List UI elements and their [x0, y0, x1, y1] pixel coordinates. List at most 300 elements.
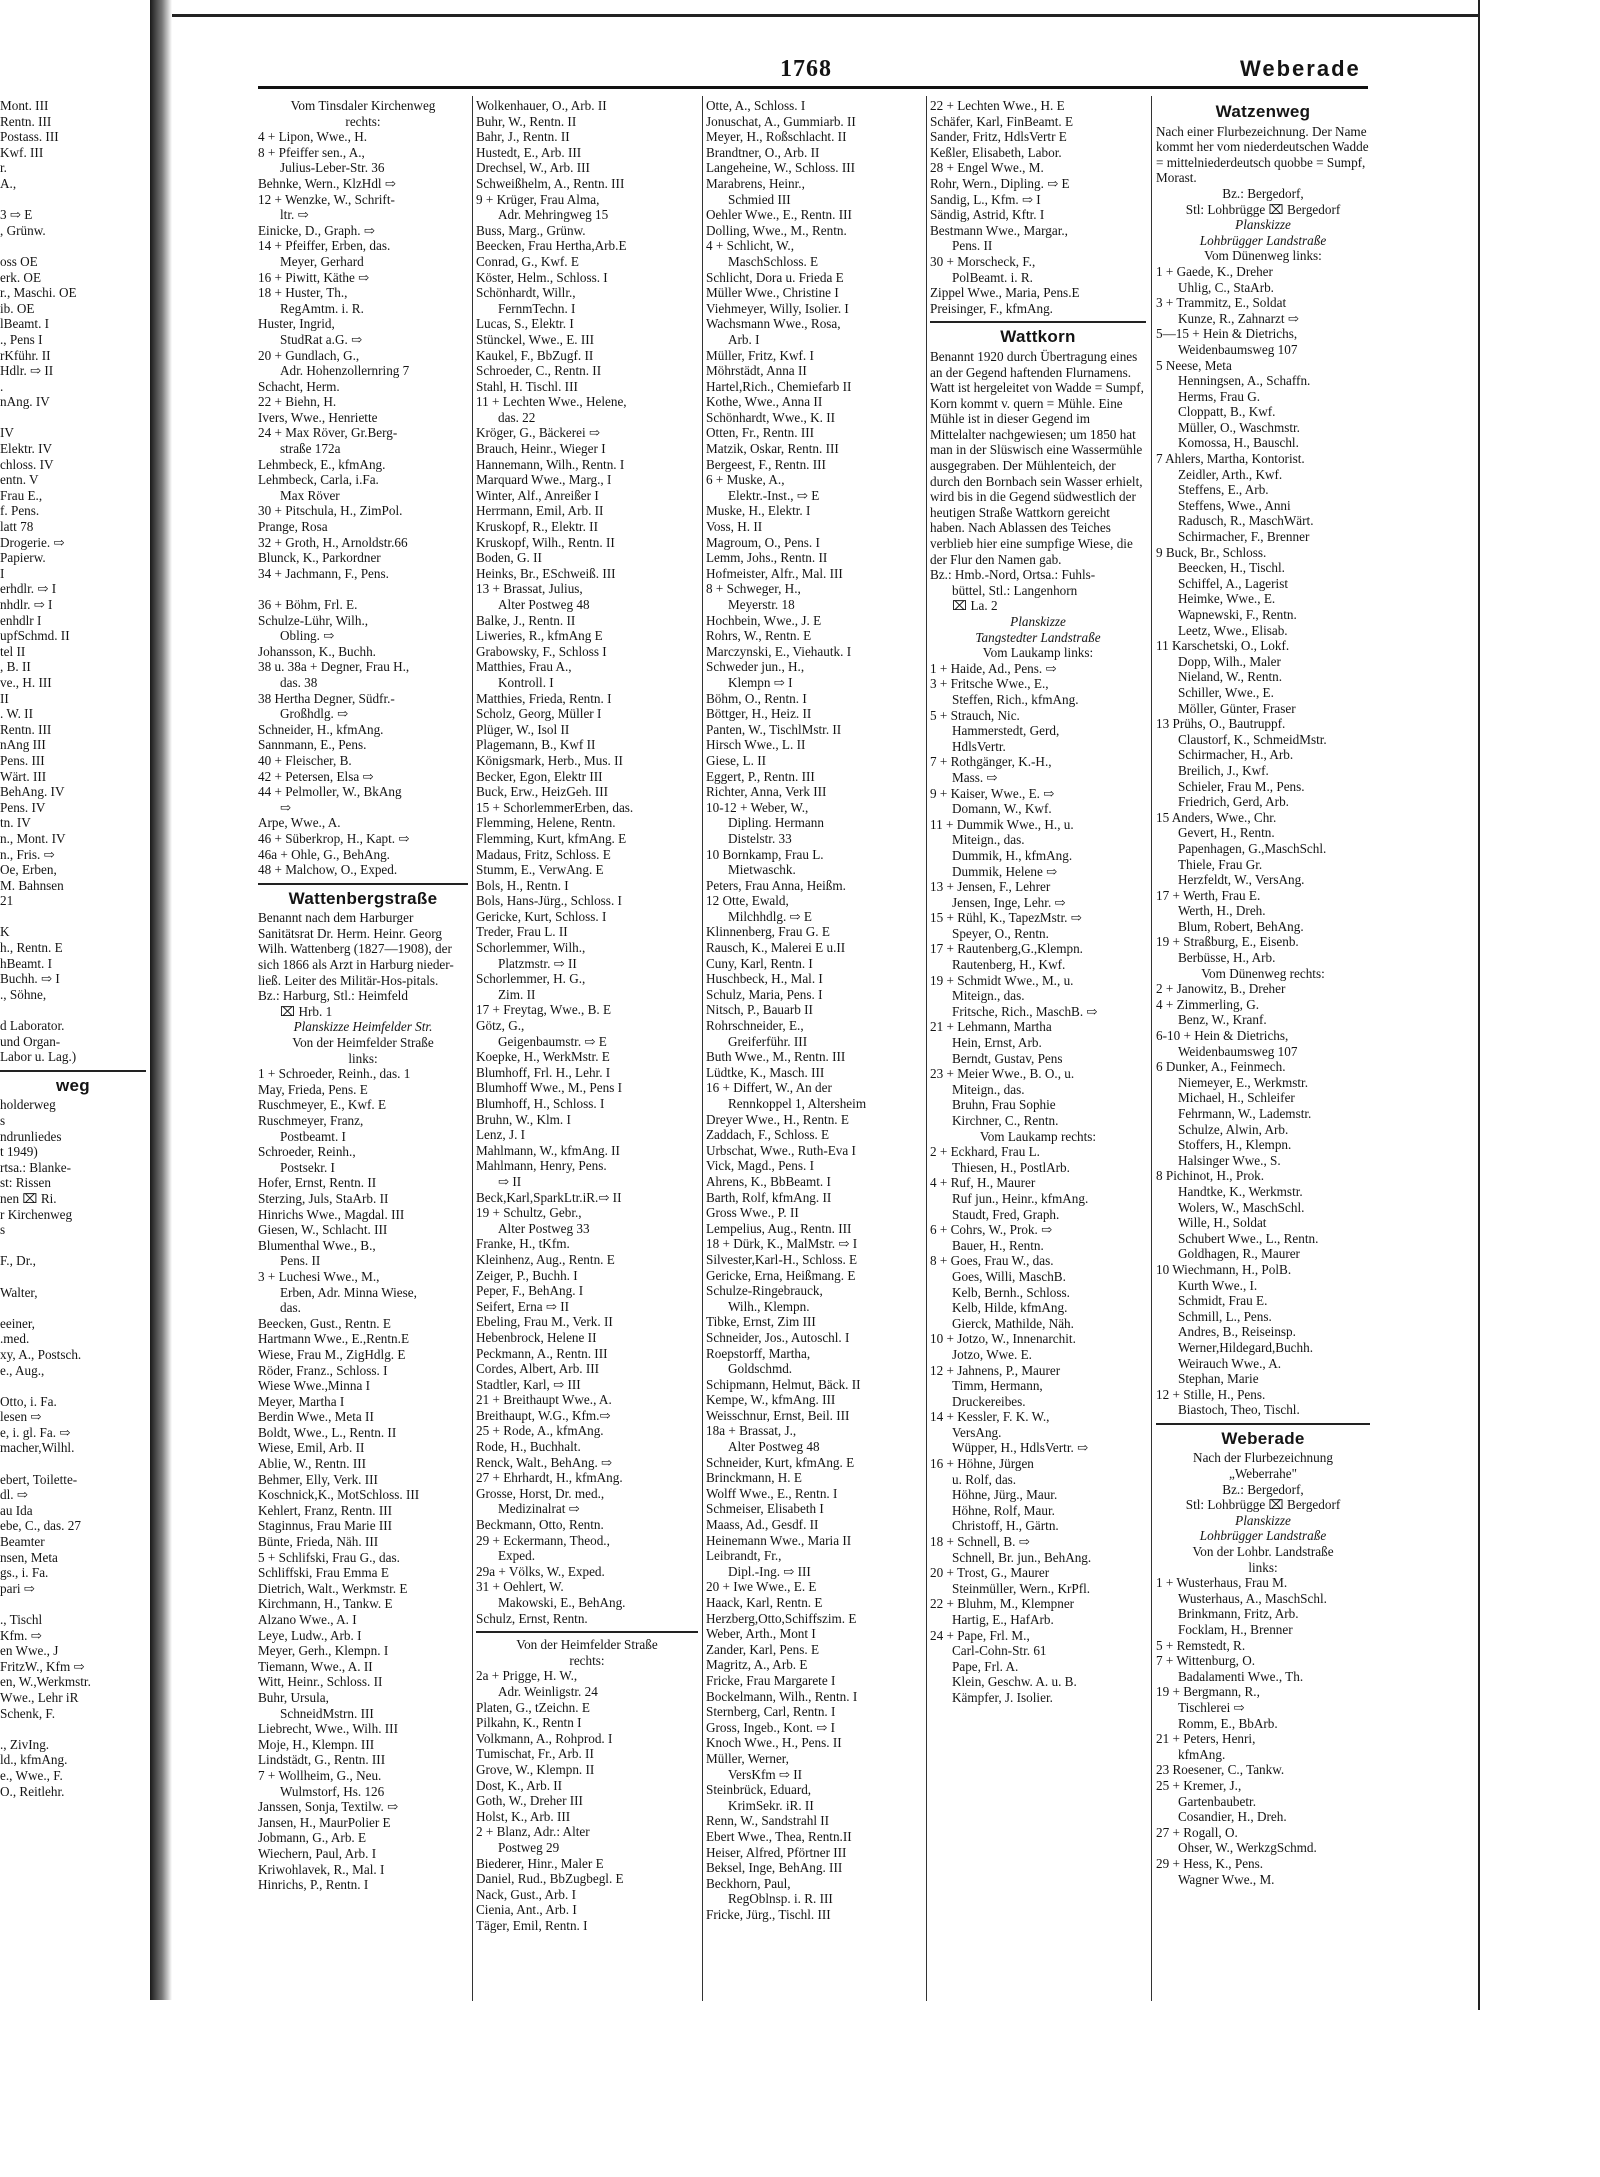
entry-continuation: ⇨: [280, 799, 292, 815]
entry-line: Drechsel, W., Arb. III: [476, 160, 590, 176]
entry-line: 20 + Iwe Wwe., E. E: [706, 1579, 817, 1595]
entry-continuation: Adr. Weinligstr. 24: [498, 1683, 598, 1699]
entry-continuation: Hein, Ernst, Arb.: [952, 1035, 1042, 1051]
entry-line: [258, 581, 468, 597]
entry-continuation: Miteign., das.: [952, 832, 1025, 848]
entry-line: st: Rissen: [0, 1175, 51, 1191]
direction-note: Von der Heimfelder Straße: [516, 1637, 658, 1653]
entry-line: Einicke, D., Graph. ⇨: [258, 222, 375, 238]
entry-line: Beckmann, Otto, Rentn.: [476, 1517, 604, 1533]
entry-continuation: Kurth Wwe., I.: [1178, 1277, 1258, 1293]
entry-line: Arpe, Wwe., A.: [258, 815, 341, 831]
entry-continuation: u. Rolf, das.: [952, 1471, 1017, 1487]
entry-continuation: Höhne, Jürg., Maur.: [952, 1487, 1058, 1503]
street-heading: Wattenbergstraße: [288, 888, 438, 908]
entry-continuation: Großhdlg. ⇨: [280, 706, 349, 722]
entry-continuation: RegOblnsp. i. R. III: [728, 1891, 833, 1907]
entry-line: en Wwe., J: [0, 1643, 59, 1659]
entry-continuation: Beecken, H., Tischl.: [1178, 560, 1285, 576]
entry-line: 31 + Oehlert, W.: [476, 1579, 564, 1595]
entry-continuation: Wolers, W., MaschSchl.: [1178, 1199, 1305, 1215]
entry-line: Blunck, K., Parkordner: [258, 550, 381, 566]
entry-line: [0, 1456, 146, 1472]
entry-line: Schorlemmer, H. G.,: [476, 971, 586, 987]
entry-line: Beksel, Inge, BehAng. III: [706, 1860, 843, 1876]
entry-line: Peckmann, A., Rentn. III: [476, 1345, 608, 1361]
entry-line: Platen, G., tZeichn. E: [476, 1699, 590, 1715]
entry-line: Marquard Wwe., Marg., I: [476, 472, 612, 488]
entry-line: Holst, K., Arb. III: [476, 1808, 571, 1824]
entry-line: Wiese, Frau M., ZigHdlg. E: [258, 1346, 406, 1362]
entry-line: 5 + Schlifski, Frau G., das.: [258, 1549, 400, 1565]
entry-line: 10 Wiechmann, H., PolB.: [1156, 1261, 1292, 1277]
entry-line: Cordes, Albert, Arb. III: [476, 1361, 600, 1377]
entry-line: 19 + Schultz, Gebr.,: [476, 1205, 582, 1221]
entry-line: Rode, H., Buchhalt.: [476, 1439, 581, 1455]
entry-continuation: Ohser, W., WerkzgSchmd.: [1178, 1840, 1317, 1856]
entry-line: Meyer, Martha I: [258, 1393, 345, 1409]
entry-line: 6 + Cohrs, W., Prok. ⇨: [930, 1222, 1053, 1238]
entry-line: Ruschmeyer, Franz,: [258, 1113, 364, 1128]
entry-line: 9 + Kaiser, Wwe., E. ⇨: [930, 785, 1055, 801]
entry-line: 7 + Wittenburg, O.: [1156, 1653, 1256, 1669]
entry-continuation: Exped.: [498, 1548, 535, 1564]
entry-continuation: MaschSchloss. E: [728, 253, 819, 269]
entry-continuation: Focklam, H., Brenner: [1178, 1622, 1293, 1637]
entry-continuation: FernmTechn. I: [498, 300, 576, 316]
map-reference: Lohbrügger Landstraße: [1199, 1528, 1327, 1544]
entry-line: 10 Bornkamp, Frau L.: [706, 846, 824, 862]
entry-line: 2 + Janowitz, B., Dreher: [1156, 981, 1286, 997]
book-gutter-shadow: [150, 0, 172, 2000]
entry-line: Möhrstädt, Anna II: [706, 363, 807, 379]
entry-line: 38 Hertha Degner, Südfr.-: [258, 690, 395, 706]
column-3: [706, 98, 922, 1922]
entry-line: 21 + Peters, Henri,: [1156, 1731, 1256, 1747]
entry-line: Lempelius, Aug., Rentn. III: [706, 1220, 852, 1236]
entry-line: Pens. III: [0, 752, 45, 768]
entry-continuation: Mass. ⇨: [952, 769, 998, 785]
entry-continuation: Kelb, Bernh., Schloss.: [952, 1284, 1070, 1300]
entry-line: pari ⇨: [0, 1580, 35, 1596]
entry-line: Beecken, Frau Hertha,Arb.E: [476, 238, 627, 254]
entry-line: Blumenthal Wwe., B.,: [258, 1237, 376, 1253]
entry-line: Ahrens, K., BbBeamt. I: [706, 1173, 831, 1189]
entry-line: Hartmann Wwe., E.,Rentn.E: [258, 1331, 410, 1347]
direction-note: Stl: Lohbrügge ⌧ Bergedorf: [1185, 201, 1341, 217]
entry-line: Marczynski, E., Viehautk. I: [706, 643, 852, 659]
entry-line: Meyer, Gerh., Klempn. I: [258, 1643, 389, 1659]
entry-continuation: Dipling. Hermann: [728, 815, 824, 831]
entry-line: 18 + Schnell, B. ⇨: [930, 1534, 1030, 1550]
entry-continuation: Schmied III: [728, 191, 791, 207]
entry-line: Renck, Walt., BehAng. ⇨: [476, 1454, 613, 1470]
entry-line: entn. V: [0, 472, 39, 488]
direction-note: Nach der Flurbezeichnung: [1193, 1450, 1333, 1466]
entry-line: 5 + Remstedt, R.: [1156, 1637, 1246, 1653]
entry-line: rKführ. II: [0, 347, 51, 363]
entry-line: 46a + Ohle, G., BehAng.: [258, 846, 390, 862]
entry-line: Herrmann, Emil, Arb. II: [476, 503, 604, 519]
entry-line: Buhr, Ursula,: [258, 1689, 329, 1705]
entry-line: Kleinhenz, Aug., Rentn. E: [476, 1251, 615, 1267]
entry-line: tn. IV: [0, 815, 31, 831]
entry-line: 20 + Gundlach, G.,: [258, 347, 360, 363]
entry-continuation: Zeidler, Arth., Kwf.: [1178, 466, 1283, 482]
entry-line: 16 + Differt, W., An der: [706, 1080, 832, 1096]
entry-continuation: Uhlig, C., StaArb.: [1178, 279, 1274, 295]
entry-continuation: Druckereibes.: [952, 1393, 1026, 1409]
entry-continuation: kfmAng.: [1178, 1746, 1226, 1762]
entry-line: Beecken, Gust., Rentn. E: [258, 1315, 391, 1331]
entry-line: Sander, Fritz, HdlsVertr E: [930, 129, 1067, 145]
entry-continuation: Benz, W., Kranf.: [1178, 1012, 1267, 1028]
entry-line: e., Aug.,: [0, 1362, 45, 1378]
entry-line: 8 Pichinot, H., Prok.: [1156, 1168, 1265, 1184]
entry-line: Wachsmann Wwe., Rosa,: [706, 316, 841, 332]
entry-continuation: Goldschmd.: [728, 1361, 793, 1377]
entry-line: Pens. IV: [0, 799, 46, 815]
entry-continuation: Leetz, Wwe., Elisab.: [1178, 622, 1288, 638]
entry-continuation: Fehrmann, W., Lademstr.: [1178, 1106, 1312, 1121]
entry-line: r Kirchenweg: [0, 1206, 73, 1222]
entry-line: Müller Wwe., Christine I: [706, 285, 839, 301]
entry-continuation: Komossa, H., Bauschl.: [1178, 435, 1299, 451]
entry-continuation: Heimke, Wwe., E.: [1178, 591, 1276, 607]
entry-line: e., Wwe., F.: [0, 1767, 63, 1783]
direction-note: „Weberrahe": [1228, 1466, 1297, 1482]
entry-line: Wiechern, Paul, Arb. I: [258, 1845, 377, 1861]
entry-continuation: Miteign., das.: [952, 1081, 1025, 1097]
section-rule: [1156, 1423, 1370, 1425]
entry-line: 25 + Kremer, J.,: [1156, 1777, 1242, 1793]
entry-line: Kempe, W., kfmAng. III: [706, 1392, 836, 1408]
direction-note: Stl: Lohbrügge ⌧ Bergedorf: [1185, 1497, 1341, 1513]
direction-note: links:: [1248, 1559, 1278, 1575]
entry-line: 22 + Biehn, H.: [258, 394, 337, 410]
map-reference: Planskizze Heimfelder Str.: [293, 1019, 433, 1035]
entry-continuation: Breilich, J., Kwf.: [1178, 762, 1269, 778]
entry-line: Jansen, H., MaurPolier E: [258, 1814, 391, 1830]
entry-line: [0, 410, 146, 426]
entry-line: Fricke, Frau Margarete I: [706, 1672, 836, 1688]
entry-continuation: Kelb, Hilde, kfmAng.: [952, 1300, 1068, 1316]
map-reference: Tangstedter Landstraße: [975, 629, 1101, 645]
entry-line: 38 u. 38a + Degner, Frau H.,: [258, 659, 410, 675]
entry-continuation: Christoff, H., Gärtn.: [952, 1518, 1059, 1534]
entry-line: eeiner,: [0, 1315, 35, 1331]
entry-line: Eggert, P., Rentn. III: [706, 768, 815, 784]
entry-continuation: das.: [280, 1300, 301, 1316]
entry-line: 1 + Haide, Ad., Pens. ⇨: [930, 660, 1057, 676]
entry-line: ., Söhne,: [0, 986, 47, 1002]
entry-line: A.,: [0, 175, 17, 191]
entry-line: Lehmbeck, Carla, i.Fa.: [258, 472, 379, 488]
entry-line: Kwf. III: [0, 144, 44, 160]
entry-line: Schäfer, Karl, FinBeamt. E: [930, 113, 1074, 129]
entry-line: Kaukel, F., BbZugf. II: [476, 347, 594, 363]
entry-line: Koepke, H., WerkMstr. E: [476, 1049, 610, 1065]
entry-line: ebert, Toilette-: [0, 1471, 78, 1487]
entry-line: Kfm. ⇨: [0, 1627, 42, 1643]
entry-line: Plagemann, B., Kwf II: [476, 737, 596, 753]
entry-line: Schneider, H., kfmAng.: [258, 721, 384, 737]
entry-continuation: Andres, B., Reiseinsp.: [1178, 1324, 1296, 1340]
entry-line: Kriwohlavek, R., Mal. I: [258, 1861, 385, 1877]
entry-line: 36 + Böhm, Frl. E.: [258, 597, 358, 612]
entry-continuation: Radusch, R., MaschWärt.: [1178, 513, 1314, 529]
entry-continuation: Pens. II: [280, 1253, 321, 1269]
entry-line: 2 + Blanz, Adr.: Alter: [476, 1824, 590, 1840]
entry-line: [0, 238, 146, 254]
entry-line: 15 + SchorlemmerErben, das.: [476, 799, 634, 815]
entry-continuation: RegAmtm. i. R.: [280, 300, 364, 316]
entry-line: 24 + Pape, Frl. M.,: [930, 1627, 1030, 1643]
entry-line: Huschbeck, H., Mal. I: [706, 971, 823, 987]
direction-note: Von der Heimfelder Straße: [292, 1035, 434, 1051]
entry-line: Wolff Wwe., E., Rentn. I: [706, 1485, 838, 1501]
entry-continuation: Dummik, Helene ⇨: [952, 863, 1058, 879]
entry-line: Stahl, H. Tischl. III: [476, 378, 578, 394]
entry-line: 22 + Lechten Wwe., H. E: [930, 98, 1065, 113]
entry-line: chloss. IV: [0, 456, 54, 472]
entry-continuation: Kämpfer, J. Isolier.: [952, 1689, 1053, 1705]
entry-line: lesen ⇨: [0, 1409, 42, 1425]
entry-continuation: Milchhdlg. ⇨ E: [728, 908, 812, 924]
entry-line: 21: [0, 893, 14, 909]
entry-continuation: Thiesen, H., PostlArb.: [952, 1159, 1070, 1175]
column-1: [258, 98, 468, 1893]
entry-continuation: Berbüsse, H., Arb.: [1178, 950, 1276, 966]
entry-line: 22 + Bluhm, M., Klempner: [930, 1596, 1075, 1612]
entry-line: Beckhorn, Paul,: [706, 1875, 791, 1891]
entry-line: Heiser, Alfred, Pförtner III: [706, 1844, 847, 1860]
entry-line: ld., kfmAng.: [0, 1752, 68, 1768]
entry-line: Wiese, Emil, Arb. II: [258, 1440, 365, 1456]
entry-continuation: Tischlerei ⇨: [1178, 1699, 1245, 1715]
entry-continuation: Meyerstr. 18: [728, 597, 795, 612]
entry-line: 46 + Süberkrop, H., Kapt. ⇨: [258, 830, 410, 846]
entry-line: s: [0, 1113, 6, 1128]
entry-line: Maass, Ad., Gesdf. II: [706, 1517, 819, 1533]
entry-line: Kröger, G., Bäckerei ⇨: [476, 425, 601, 441]
entry-line: , Grünw.: [0, 222, 46, 238]
entry-continuation: Julius-Leber-Str. 36: [280, 160, 385, 176]
entry-line: Oehler Wwe., E., Rentn. III: [706, 207, 852, 223]
entry-continuation: Cosandier, H., Dreh.: [1178, 1809, 1287, 1825]
entry-line: Sändig, Astrid, Kftr. I: [930, 207, 1045, 223]
direction-note: rechts:: [569, 1652, 605, 1668]
entry-line: Schlicht, Dora u. Frieda E: [706, 269, 844, 285]
entry-line: 5 Neese, Meta: [1156, 357, 1232, 373]
entry-continuation: Alter Postweg 48: [498, 597, 590, 612]
entry-line: Hofer, Ernst, Rentn. II: [258, 1175, 377, 1191]
entry-line: 17 + Werth, Frau E.: [1156, 887, 1261, 903]
entry-line: 18a + Brassat, J.,: [706, 1423, 797, 1439]
entry-line: 27 + Rogall, O.: [1156, 1824, 1238, 1840]
entry-continuation: Elektr.-Inst., ⇨ E: [728, 487, 820, 503]
entry-line: 6 + Muske, A.,: [706, 472, 785, 488]
entry-line: Gross Wwe., P. II: [706, 1205, 799, 1221]
entry-line: Böttger, H., Heiz. II: [706, 706, 812, 722]
entry-line: Matthies, Frau A.,: [476, 659, 572, 675]
entry-continuation: Pens. II: [952, 238, 993, 254]
entry-line: Viehmeyer, Willy, Isolier. I: [706, 300, 849, 316]
entry-continuation: Schieler, Frau M., Pens.: [1178, 778, 1305, 794]
entry-line: O., Reitlehr.: [0, 1783, 65, 1799]
entry-continuation: Gevert, H., Rentn.: [1178, 825, 1275, 841]
entry-line: Treder, Frau L. II: [476, 924, 568, 940]
entry-continuation: Postbeamt. I: [280, 1128, 346, 1144]
entry-continuation: Jensen, Inge, Lehr. ⇨: [952, 894, 1066, 910]
entry-line: 13 + Brassat, Julius,: [476, 581, 583, 597]
entry-line: Buth Wwe., M., Rentn. III: [706, 1049, 846, 1065]
entry-line: May, Frieda, Pens. E: [258, 1081, 368, 1097]
entry-line: [0, 1238, 146, 1254]
entry-line: enhdlr I: [0, 612, 42, 628]
entry-continuation: Goes, Willi, MaschB.: [952, 1268, 1066, 1284]
entry-line: 8 + Goes, Frau W., das.: [930, 1253, 1054, 1269]
entry-continuation: Schirmacher, F., Brenner: [1178, 529, 1310, 545]
section-rule: [0, 1070, 146, 1072]
entry-line: [0, 192, 146, 208]
entry-continuation: Adr. Hohenzollernring 7: [280, 363, 410, 379]
entry-line: Frau E.,: [0, 487, 43, 503]
entry-line: Schipmann, Helmut, Bäck. II: [706, 1376, 861, 1392]
entry-line: Stumm, E., VerwAng. E: [476, 862, 604, 878]
entry-continuation: Weidenbaumsweg 107: [1178, 341, 1298, 357]
entry-line: 4 + Lipon, Wwe., H.: [258, 129, 368, 145]
entry-line: 3 ⇨ E: [0, 207, 33, 223]
entry-line: Blumhoff, H., Schloss. I: [476, 1096, 605, 1111]
entry-continuation: straße 172a: [280, 441, 341, 457]
entry-line: r., Maschi. OE: [0, 285, 77, 301]
entry-line: Jobmann, G., Arb. E: [258, 1830, 367, 1846]
column-divider: [702, 96, 703, 2001]
entry-line: Schneider, Kurt, kfmAng. E: [706, 1454, 855, 1470]
entry-continuation: Biastoch, Theo, Tischl.: [1178, 1402, 1300, 1418]
entry-line: tel II: [0, 643, 26, 659]
entry-line: Buck, Erw., HeizGeh. III: [476, 784, 609, 800]
entry-line: Köster, Helm., Schloss. I: [476, 269, 608, 285]
entry-line: Mahlmann, W., kfmAng. II: [476, 1142, 620, 1158]
entry-line: 21 + Lehmann, Martha: [930, 1019, 1052, 1035]
entry-line: Magroum, O., Pens. I: [706, 534, 820, 550]
entry-line: 5—15 + Hein & Dietrichs,: [1156, 326, 1298, 342]
entry-line: Grabowsky, F., Schloss I: [476, 643, 607, 659]
entry-line: Brinckmann, H. E: [706, 1470, 802, 1486]
entry-line: 13 + Jensen, F., Lehrer: [930, 879, 1051, 895]
entry-line: 6 Dunker, A., Feinmech.: [1156, 1059, 1286, 1075]
entry-line: 30 + Pitschula, H., ZimPol.: [258, 503, 403, 519]
entry-continuation: das. 38: [280, 674, 318, 690]
entry-line: Walter,: [0, 1284, 38, 1300]
entry-continuation: Arb. I: [728, 331, 760, 347]
entry-continuation: Hartig, E., HafArb.: [952, 1612, 1054, 1627]
entry-line: Preisinger, F., kfmAng.: [930, 300, 1053, 316]
entry-line: 15 + Rühl, K., TapezMstr. ⇨: [930, 910, 1082, 926]
entry-line: oss OE: [0, 253, 38, 269]
entry-continuation: Wusterhaus, A., MaschSchl.: [1178, 1590, 1327, 1606]
entry-continuation: Erben, Adr. Minna Wiese,: [280, 1284, 417, 1300]
entry-line: Biederer, Hinr., Maler E: [476, 1855, 604, 1871]
entry-line: Sandig, L., Kfm. ⇨ I: [930, 191, 1041, 207]
entry-line: Brandtner, O., Arb. II: [706, 144, 820, 160]
entry-line: au Ida: [0, 1502, 33, 1518]
entry-line: Blumhoff, Frl. H., Lehr. I: [476, 1064, 611, 1080]
column-5: [1156, 98, 1370, 1887]
entry-line: Müller, Fritz, Kwf. I: [706, 347, 814, 363]
entry-line: Marabrens, Heinr.,: [706, 175, 805, 191]
entry-continuation: Schirmacher, H., Arb.: [1178, 747, 1294, 763]
entry-line: Böhm, O., Rentn. I: [706, 690, 807, 706]
entry-line: 8 + Schweger, H.,: [706, 581, 801, 597]
entry-line: und Organ-: [0, 1033, 61, 1049]
entry-continuation: Brinkmann, Fritz, Arb.: [1178, 1606, 1299, 1622]
entry-line: holderweg: [0, 1097, 56, 1113]
entry-line: Mont. III: [0, 98, 49, 113]
entry-continuation: Ruf jun., Heinr., kfmAng.: [952, 1190, 1089, 1206]
entry-line: Koschnick,K., MotSchloss. III: [258, 1487, 420, 1503]
entry-continuation: Adr. Mehringweg 15: [498, 207, 609, 223]
entry-line: 14 + Kessler, F. K. W.,: [930, 1409, 1050, 1425]
entry-line: Mahlmann, Henry, Pens.: [476, 1158, 607, 1174]
entry-line: 7 + Rothgänger, K.-H.,: [930, 754, 1052, 770]
entry-continuation: Rautenberg, H., Kwf.: [952, 957, 1066, 973]
entry-line: Conrad, G., Kwf. E: [476, 253, 579, 269]
entry-line: Tumischat, Fr., Arb. II: [476, 1746, 594, 1762]
entry-continuation: Schiller, Wwe., E.: [1178, 684, 1274, 700]
entry-line: Magritz, A., Arb. E: [706, 1657, 808, 1673]
entry-line: Bz.: Hmb.-Nord, Ortsa.: Fuhls-: [930, 567, 1096, 583]
entry-line: Tibke, Ernst, Zim III: [706, 1314, 816, 1330]
entry-continuation: Wapnewski, F., Rentn.: [1178, 607, 1297, 622]
entry-line: Oe, Erben,: [0, 862, 57, 878]
entry-line: Cuny, Karl, Rentn. I: [706, 955, 813, 971]
entry-line: Knoch Wwe., H., Pens. II: [706, 1735, 842, 1751]
entry-line: Hebenbrock, Helene II: [476, 1329, 597, 1345]
entry-line: Otten, Fr., Rentn. III: [706, 425, 815, 441]
entry-line: , B. II: [0, 659, 31, 675]
entry-line: 3 + Fritsche Wwe., E.,: [930, 676, 1049, 692]
entry-line: 2a + Prigge, H. W.,: [476, 1668, 578, 1684]
entry-line: 30 + Morscheck, F.,: [930, 253, 1036, 269]
entry-line: 3 + Trammitz, E., Soldat: [1156, 295, 1287, 311]
entry-continuation: Dipl.-Ing. ⇨ III: [728, 1563, 811, 1579]
entry-line: 16 + Höhne, Jürgen: [930, 1456, 1034, 1472]
entry-line: 12 + Wenzke, W., Schrift-: [258, 191, 395, 207]
entry-line: Schmeiser, Elisabeth I: [706, 1501, 824, 1517]
entry-line: Langeheine, W., Schloss. III: [706, 160, 856, 176]
entry-line: 25 + Rode, A., kfmAng.: [476, 1423, 604, 1439]
entry-line: gs., i. Fa.: [0, 1565, 49, 1581]
entry-line: Richter, Anna, Verk III: [706, 784, 827, 800]
entry-line: 32 + Groth, H., Arnoldstr.66: [258, 534, 408, 550]
entry-line: II: [0, 690, 9, 706]
running-head: Weberade: [1240, 56, 1361, 81]
entry-line: upfSchmd. II: [0, 628, 70, 644]
header-rule: [258, 86, 1368, 89]
entry-line: Ivers, Wwe., Henriette: [258, 409, 378, 425]
entry-line: Zaddach, F., Schloss. E: [706, 1127, 830, 1143]
entry-line: xy, A., Postsch.: [0, 1346, 82, 1362]
direction-note: Vom Tinsdaler Kirchenweg: [290, 98, 436, 113]
entry-line: 16 + Piwitt, Käthe ⇨: [258, 269, 370, 285]
entry-line: Buhr, W., Rentn. II: [476, 113, 577, 129]
entry-line: n., Mont. IV: [0, 830, 66, 846]
entry-continuation: Zim. II: [498, 986, 536, 1002]
entry-line: 23 + Meier Wwe., B. O., u.: [930, 1066, 1075, 1082]
